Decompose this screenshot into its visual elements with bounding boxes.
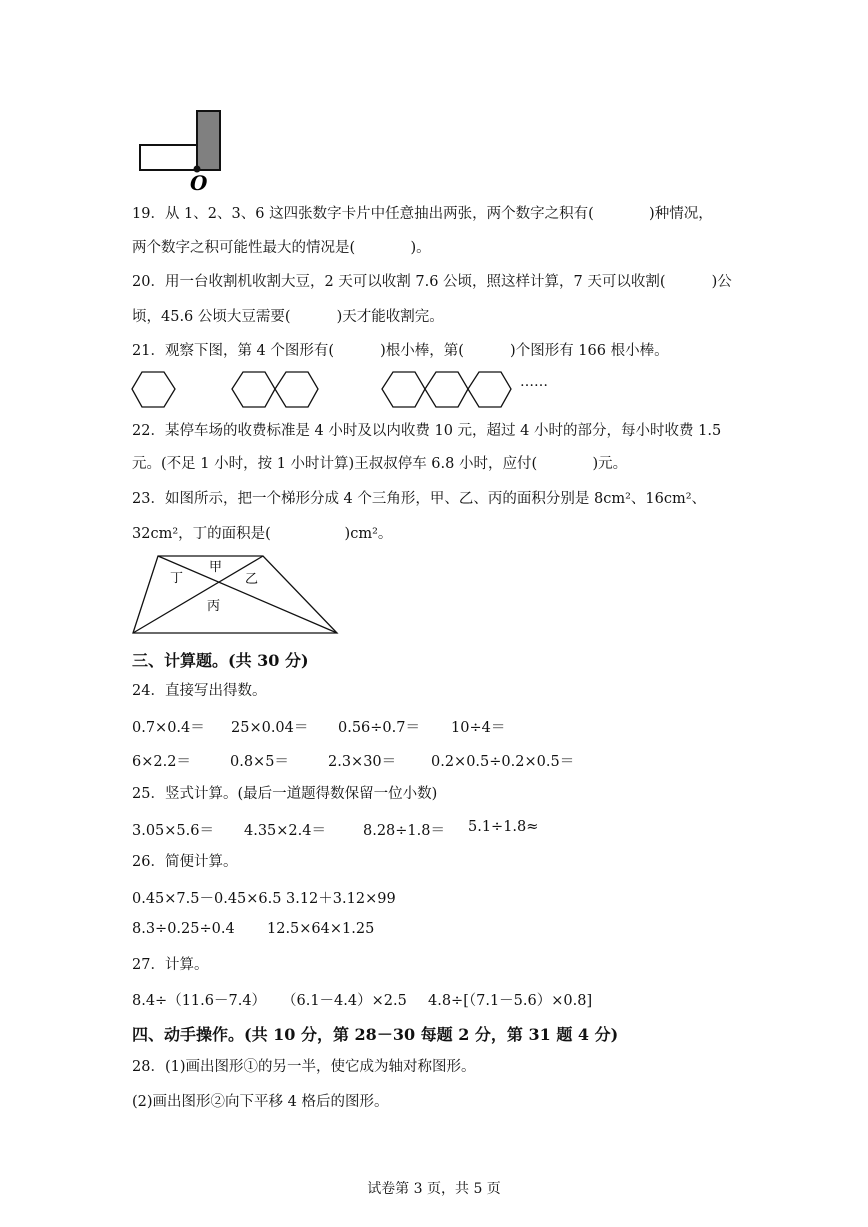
rotation-figure [130,105,230,195]
q26-title: 26．简便计算。 [132,854,238,870]
q26-item: 0.45×7.5－0.45×6.5 [132,891,282,907]
label-ding: 丁 [170,571,184,586]
q24-item: 0.8×5＝ [230,754,289,770]
diagonal-1 [158,556,337,633]
q26-item: 12.5×64×1.25 [267,921,375,937]
q19-line2: 两个数字之积可能性最大的情况是( )。 [132,240,431,256]
q21-ellipsis: …… [520,374,548,390]
q23-line2: 32cm²，丁的面积是( )cm²。 [132,526,393,542]
q24-item: 0.7×0.4＝ [132,720,205,736]
q28-line2: (2)画出图形②向下平移 4 格后的图形。 [132,1094,389,1110]
q27-item: 4.8÷[（7.1－5.6）×0.8] [428,993,593,1009]
hexagon-figures [128,368,568,414]
q21-line1: 21．观察下图，第 4 个图形有( )根小棒，第( )个图形有 166 根小棒。 [132,343,669,359]
point-o-label: O [190,171,208,195]
q22-line2: 元。(不足 1 小时，按 1 小时计算)王叔叔停车 6.8 小时，应付( )元。 [132,456,628,472]
q22-line1: 22．某停车场的收费标准是 4 小时及以内收费 10 元，超过 4 小时的部分，每小时收费 1.5 [132,423,722,439]
q24-title: 24．直接写出得数。 [132,683,267,699]
q24-item: 2.3×30＝ [328,754,397,770]
label-yi: 乙 [245,572,259,587]
q20-line1: 20．用一台收割机收割大豆，2 天可以收割 7.6 公顷，照这样计算，7 天可以收割( )公 [132,274,732,290]
shaded-rectangle [197,111,220,170]
q25-item: 8.28÷1.8＝ [363,823,445,839]
q23-line1: 23．如图所示，把一个梯形分成 4 个三角形，甲、乙、丙的面积分别是 8cm²、16cm²、 [132,491,707,507]
q25-item: 4.35×2.4＝ [244,823,326,839]
section-3-title: 三、计算题。(共 30 分) [132,651,309,670]
q26-item: 3.12＋3.12×99 [286,891,396,907]
hexagon-figure-1 [132,372,175,407]
q26-item: 8.3÷0.25÷0.4 [132,921,235,937]
q25-item: 3.05×5.6＝ [132,823,214,839]
q24-item: 25×0.04＝ [231,720,309,736]
label-bing: 丙 [207,599,221,614]
q25-item: 5.1÷1.8≈ [468,819,539,835]
q27-item: （6.1－4.4）×2.5 [282,993,407,1009]
q25-title: 25．竖式计算。(最后一道题得数保留一位小数) [132,786,438,802]
q28-line1: 28．(1)画出图形①的另一半，使它成为轴对称图形。 [132,1059,476,1075]
q20-line2: 顷，45.6 公顷大豆需要( )天才能收割完。 [132,309,444,325]
q24-item: 0.2×0.5÷0.2×0.5＝ [431,754,575,770]
hexagon-figure-2 [232,372,318,407]
q27-title: 27．计算。 [132,957,209,973]
q27-item: 8.4÷（11.6－7.4） [132,993,267,1009]
q24-item: 0.56÷0.7＝ [338,720,420,736]
page-footer: 试卷第 3 页，共 5 页 [367,1181,501,1197]
q24-item: 6×2.2＝ [132,754,191,770]
hexagon-figure-3 [382,372,511,407]
trapezoid-outline [133,556,337,633]
q19-line1: 19．从 1、2、3、6 这四张数字卡片中任意抽出两张，两个数字之积有( )种情况， [132,206,713,222]
q24-item: 10÷4＝ [451,720,506,736]
diagonal-2 [133,556,263,633]
section-4-title: 四、动手操作。(共 10 分，第 28－30 每题 2 分，第 31 题 4 分) [132,1025,619,1044]
white-rectangle [140,145,197,170]
trapezoid-figure [128,552,343,638]
label-jia: 甲 [209,560,223,575]
